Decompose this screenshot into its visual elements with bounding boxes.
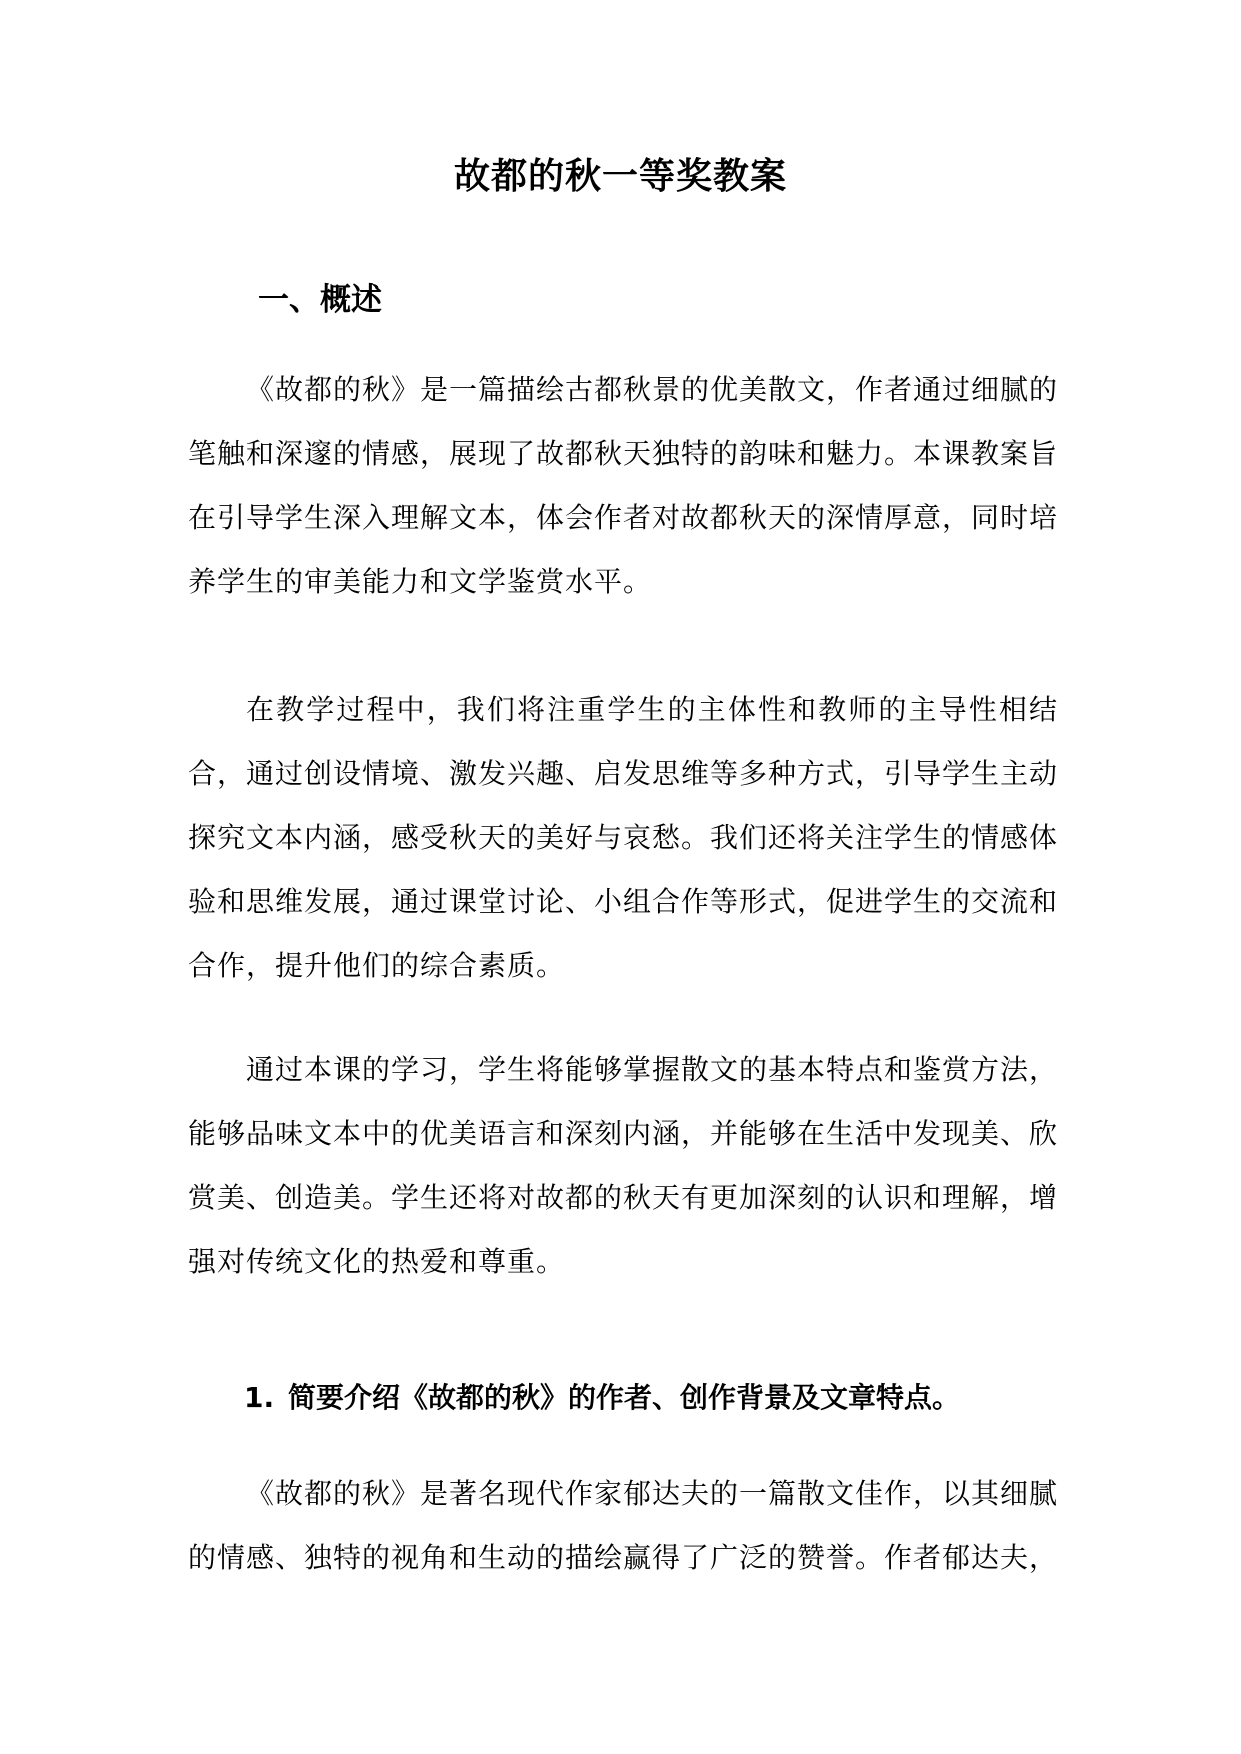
subheading-number: 1. (244, 1381, 275, 1414)
paragraph-learning-outcomes: 通过本课的学习，学生将能够掌握散文的基本特点和鉴赏方法，能够品味文本中的优美语言和深刻内涵，并能够在生活中发现美、欣赏美、创造美。学生还将对故都的秋天有更加深刻的认识和理解，增强对传统文化的热爱和尊重。 (188, 1053, 1059, 1278)
document-title: 故都的秋一等奖教案 (453, 156, 787, 197)
paragraph-author-background: 《故都的秋》是著名现代作家郁达夫的一篇散文佳作，以其细腻的情感、独特的视角和生动的描绘赢得了广泛的赞誉。作者郁达夫， (188, 1477, 1059, 1574)
subheading-author-intro (244, 1378, 960, 1418)
paragraph-teaching-process: 在教学过程中，我们将注重学生的主体性和教师的主导性相结合，通过创设情境、激发兴趣、启发思维等多种方式，引导学生主动探究文本内涵，感受秋天的美好与哀愁。我们还将关注学生的情感体验和思维发展，通过课堂讨论、小组合作等形式，促进学生的交流和合作，提升他们的综合素质。 (188, 693, 1059, 982)
paragraph-intro: 《故都的秋》是一篇描绘古都秋景的优美散文，作者通过细腻的笔触和深邃的情感，展现了故都秋天独特的韵味和魅力。本课教案旨在引导学生深入理解文本，体会作者对故都秋天的深情厚意，同时培养学生的审美能力和文学鉴赏水平。 (188, 373, 1059, 598)
section-heading-overview: 一、概述 (258, 282, 382, 318)
subheading-text: 简要介绍《故都的秋》的作者、创作背景及文章特点。 (288, 1381, 961, 1414)
